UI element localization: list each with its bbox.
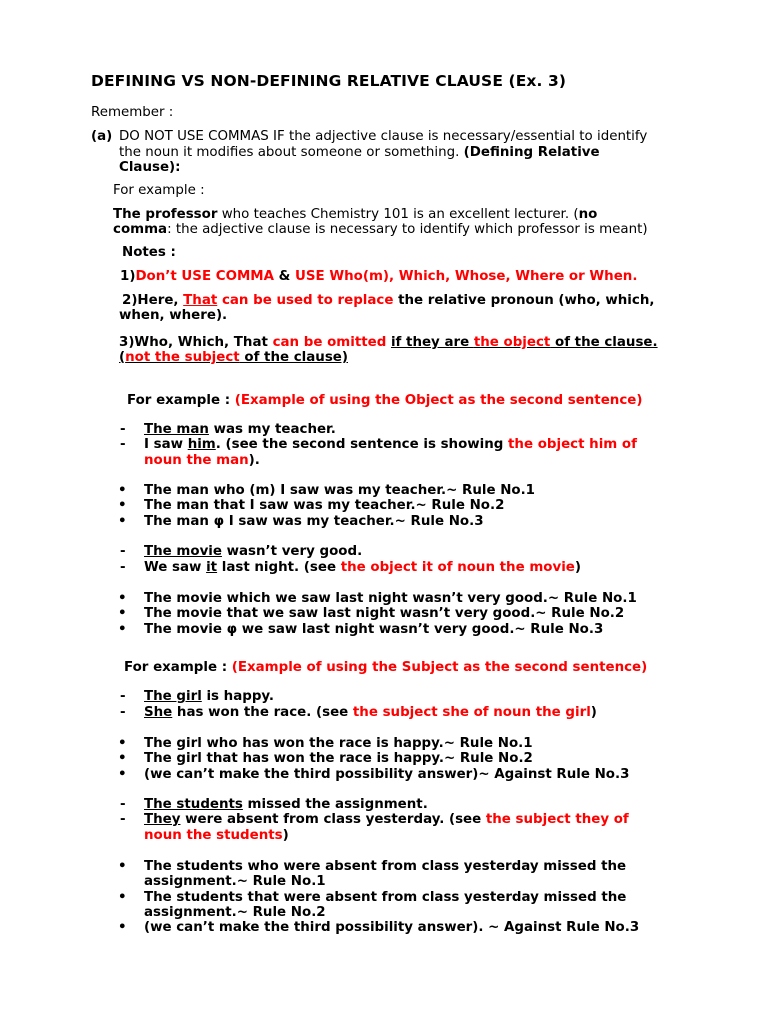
bullet-marker: •	[118, 622, 127, 637]
bullet-item: • (we can’t make the third possibility answer). ~ Against Rule No.3	[118, 920, 640, 935]
bullet-marker: •	[118, 736, 127, 751]
dash-marker: -	[120, 544, 126, 559]
bullet-marker: •	[118, 767, 127, 782]
bullet-marker: •	[118, 591, 127, 606]
note-2-line-2: when, where).	[119, 308, 228, 323]
bullet-item-continuation: assignment.~ Rule No.1	[144, 874, 326, 889]
dash-item: - The students missed the assignment.	[120, 797, 428, 812]
bullet-item: • (we can’t make the third possibility answer)~ Against Rule No.3	[118, 767, 630, 782]
dash-marker: -	[120, 705, 126, 720]
bullet-item: • The students who were absent from class yesterday missed the	[118, 859, 627, 874]
bullet-marker: •	[118, 483, 127, 498]
bullet-marker: •	[118, 751, 127, 766]
bullet-item: • The movie φ we saw last night wasn’t very good.~ Rule No.3	[118, 622, 604, 637]
bullet-item: • The movie that we saw last night wasn’t very good.~ Rule No.2	[118, 606, 625, 621]
bullet-marker: •	[118, 920, 127, 935]
rule-a-line-2: the noun it modifies about someone or something. (Defining Relative	[119, 145, 600, 160]
for-example-1: For example :	[113, 183, 205, 198]
dash-item-continuation: noun the students)	[144, 828, 289, 843]
note-2-line-1: 2)Here, That can be used to replace the relative pronoun (who, which,	[122, 293, 655, 308]
bullet-item: • The girl who has won the race is happy.~ Rule No.1	[118, 736, 533, 751]
bullet-item: • The students that were absent from class yesterday missed the	[118, 890, 627, 905]
bullet-marker: •	[118, 514, 127, 529]
note-1: 1)Don’t USE COMMA & USE Who(m), Which, Whose, Where or When.	[120, 269, 638, 284]
dash-marker: -	[120, 437, 126, 452]
dash-item: - The movie wasn’t very good.	[120, 544, 363, 559]
bullet-marker: •	[118, 498, 127, 513]
bullet-item: • The girl that has won the race is happy.~ Rule No.2	[118, 751, 533, 766]
dash-marker: -	[120, 797, 126, 812]
dash-item: - She has won the race. (see the subject she of noun the girl)	[120, 705, 597, 720]
dash-item: - The man was my teacher.	[120, 422, 336, 437]
dash-item: - The girl is happy.	[120, 689, 274, 704]
bullet-marker: •	[118, 859, 127, 874]
bullet-marker: •	[118, 606, 127, 621]
professor-line-2: comma: the adjective clause is necessary to identify which professor is meant)	[113, 222, 648, 237]
dash-marker: -	[120, 689, 126, 704]
rule-a-line-3: Clause):	[119, 160, 181, 175]
dash-item-continuation: noun the man).	[144, 453, 260, 468]
rule-a-line-1: DO NOT USE COMMAS IF the adjective clause is necessary/essential to identify	[119, 129, 648, 144]
dash-marker: -	[120, 422, 126, 437]
object-example-heading: For example : (Example of using the Object as the second sentence)	[127, 393, 643, 408]
dash-item: - We saw it last night. (see the object it of noun the movie)	[120, 560, 582, 575]
bullet-marker: •	[118, 890, 127, 905]
dash-item: - I saw him. (see the second sentence is showing the object him of	[120, 437, 637, 452]
bullet-item: • The man who (m) I saw was my teacher.~ Rule No.1	[118, 483, 536, 498]
remember-label: Remember :	[91, 105, 174, 120]
bullet-item: • The movie which we saw last night wasn’t very good.~ Rule No.1	[118, 591, 637, 606]
note-3-line-2: (not the subject of the clause)	[119, 350, 348, 365]
dash-marker: -	[120, 812, 126, 827]
subject-example-heading: For example : (Example of using the Subject as the second sentence)	[124, 660, 648, 675]
dash-item: - They were absent from class yesterday. (see the subject they of	[120, 812, 629, 827]
page-title: DEFINING VS NON-DEFINING RELATIVE CLAUSE (Ex. 3)	[91, 72, 567, 90]
bullet-item: • The man φ I saw was my teacher.~ Rule No.3	[118, 514, 484, 529]
bullet-item: • The man that I saw was my teacher.~ Rule No.2	[118, 498, 505, 513]
professor-line-1: The professor who teaches Chemistry 101 is an excellent lecturer. (no	[113, 207, 598, 222]
rule-a-label: (a)	[91, 129, 113, 144]
notes-heading: Notes :	[122, 245, 176, 260]
bullet-item-continuation: assignment.~ Rule No.2	[144, 905, 326, 920]
note-3-line-1: 3)Who, Which, That can be omitted if they are the object of the clause.	[119, 335, 658, 350]
dash-marker: -	[120, 560, 126, 575]
